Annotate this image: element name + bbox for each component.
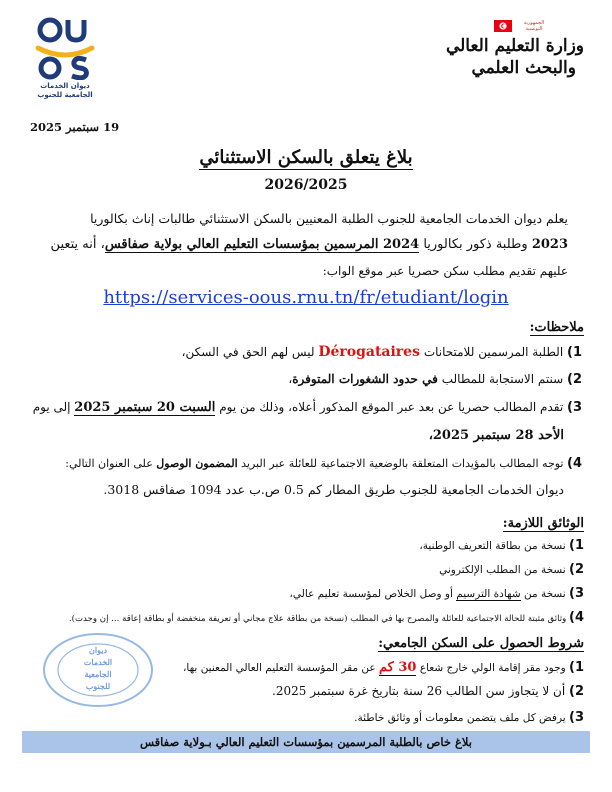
- document-4: [69, 610, 584, 625]
- note-2-text-a: سنتم الاستجابة للمطالب: [441, 372, 564, 386]
- intro-line3: عليهم تقديم مطلب سكن حصريا عبر موقع الواب:: [322, 264, 568, 278]
- condition-3-text: يرفض كل ملف يتضمن معلومات أو وثائق خاطئة.: [354, 712, 566, 724]
- note-2-bold: في حدود الشغورات المتوفرة: [292, 372, 438, 386]
- document-3-underlined: شهادة الترسيم: [456, 588, 521, 600]
- issue-date: 19 سبتمبر 2025: [30, 120, 120, 134]
- note-1-text-b: ليس لهم الحق في السكن،: [181, 345, 315, 359]
- note-4-number: 4): [567, 456, 582, 471]
- note-1-number: 1): [567, 345, 582, 360]
- stamp-text4: للجنوب: [85, 681, 111, 691]
- document-3-number: 3): [569, 586, 584, 601]
- stamp-text3: الجامعية: [84, 669, 112, 679]
- document-3-text-a: نسخة من: [524, 588, 566, 600]
- note-2-number: 2): [567, 372, 582, 387]
- document-4-text: وثائق مثبتة للحالة الاجتماعية للعائلة والمصرح بها في المطلب (نسخة من بطاقة علاج مجاني أو تعريفة منخفضة أو بطاقة إعاقة ... إن وجدت).: [68, 614, 567, 624]
- note-1: [182, 344, 582, 360]
- condition-1-text-b: عن مقر المؤسسة التعليم العالي المعنين بها،: [183, 662, 376, 674]
- org-name: [28, 82, 102, 100]
- note-3-start-date: السبت 20 سبتمبر 2025: [74, 400, 216, 415]
- note-4-address: ديوان الخدمات الجامعية للجنوب طريق المطار كم 0.5 ص.ب عدد 1094 صفاقس 3018.: [103, 482, 564, 497]
- note-3-number: 3): [567, 400, 582, 415]
- note-2-end: ،: [288, 372, 293, 386]
- republic-label: [514, 20, 554, 32]
- condition-1: [183, 660, 584, 675]
- stamp-text: [40, 644, 156, 692]
- intro-line2-end: ، أنه يتعين: [50, 237, 105, 252]
- conditions-heading: شروط الحصول على السكن الجامعي:: [378, 636, 584, 651]
- note-1-text-a: الطلبة المرسمين للامتحانات: [423, 345, 564, 359]
- intro-year-2023: 2023: [531, 237, 568, 252]
- condition-2: [272, 684, 584, 699]
- document-3: [290, 586, 584, 601]
- note-4-text-a: توجه المطالب بالمؤيدات المتعلقة بالوضعية الاجتماعية للعائلة عبر البريد: [241, 457, 564, 470]
- ministry-line1: وزارة التعليم العالي: [445, 36, 584, 56]
- intro-line2-mid: وطلبة ذكور بكالوريا: [423, 237, 528, 252]
- document-2-number: 2): [569, 562, 584, 577]
- stamp-text2: الخدمات: [83, 657, 113, 667]
- republic-line1: الجمهورية: [523, 20, 545, 26]
- document-1: [419, 538, 584, 553]
- org-name-line2: الجامعية للجنوب: [37, 91, 93, 99]
- republic-line2: التونسية: [525, 26, 543, 32]
- note-1-derogataires: Dérogataires: [318, 344, 420, 360]
- page-title-text: بلاغ يتعلق بالسكن الاستثنائي: [199, 147, 413, 168]
- intro-line2-bold: 2024 المرسمين بمؤسسات التعليم العالي بولاية صفاقس: [104, 237, 420, 252]
- intro-line1: يعلم ديوان الخدمات الجامعية للجنوب الطلبة المعنيين بالسكن الاستثنائي طالبات إناث بكالوريا: [90, 211, 568, 226]
- tunisia-flag-icon: [494, 20, 512, 32]
- condition-3-number: 3): [569, 710, 584, 725]
- org-name-line1: ديوان الخدمات: [40, 82, 90, 90]
- condition-1-distance: 30 كم: [379, 660, 417, 675]
- document-2: [439, 562, 584, 577]
- application-link[interactable]: https://services-oous.rnu.tn/fr/etudiant/login: [103, 287, 509, 308]
- documents-heading: الوثائق اللازمة:: [502, 516, 584, 531]
- intro-line2: [44, 232, 568, 258]
- footer-banner: بلاغ خاص بالطلبة المرسمين بمؤسسات التعليم العالي بـولاية صفاقس: [22, 731, 590, 753]
- document-2-text: نسخة من المطلب الإلكتروني: [439, 564, 566, 576]
- page-title: [0, 147, 612, 168]
- note-4-bold: المضمون الوصول: [156, 457, 238, 470]
- oous-logo: [28, 14, 102, 110]
- document-1-number: 1): [569, 538, 584, 553]
- condition-2-text: أن لا يتجاوز سن الطالب 26 سنة بتاريخ غرة سبتمبر 2025.: [272, 684, 566, 698]
- official-stamp: [40, 630, 156, 710]
- note-3-text-b: إلى يوم: [32, 400, 71, 414]
- condition-1-text-a: وجود مقر إقامة الولي خارج شعاع: [419, 662, 566, 674]
- condition-2-number: 2): [569, 684, 584, 699]
- note-3: [33, 400, 582, 415]
- document-3-text-b: أو وصل الخلاص لمؤسسة تعليم عالي،: [289, 588, 453, 600]
- note-3-text-a: تقدم المطالب حصريا عن بعد عبر الموقع المذكور أعلاه، وذلك من يوم: [219, 400, 564, 414]
- document-1-text: نسخة من بطاقة التعريف الوطنية،: [419, 540, 566, 552]
- document-4-number: 4): [569, 610, 584, 625]
- oous-logo-mark: [28, 14, 102, 80]
- ministry-header: [414, 18, 584, 88]
- notes-heading: ملاحظات:: [529, 320, 584, 335]
- academic-year: 2026/2025: [264, 177, 348, 193]
- note-3-end-date: الأحد 28 سبتمبر 2025،: [428, 428, 564, 443]
- stamp-text1: ديوان: [88, 645, 108, 655]
- note-4: [65, 456, 582, 471]
- ministry-line2: والبحث العلمي: [471, 58, 576, 78]
- condition-1-number: 1): [569, 660, 584, 675]
- note-2: [288, 372, 582, 387]
- condition-3: [354, 710, 584, 725]
- note-4-text-b: على العنوان التالي:: [65, 457, 153, 470]
